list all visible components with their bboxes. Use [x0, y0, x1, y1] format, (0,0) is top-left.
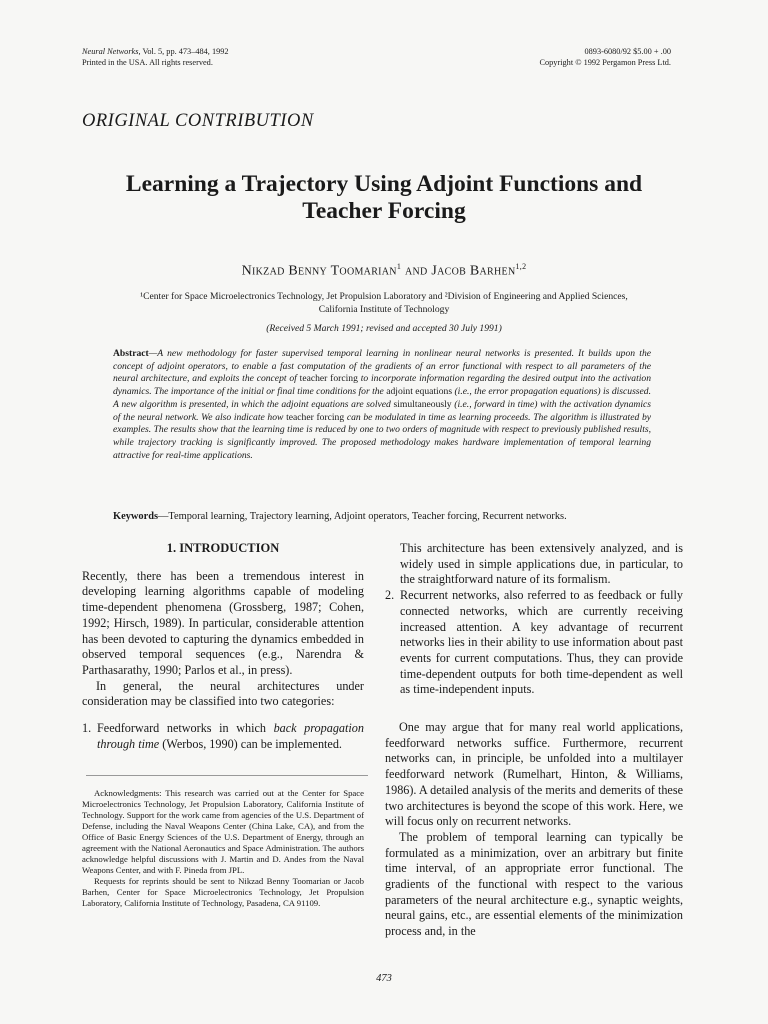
abstract [113, 348, 651, 462]
page-number: 473 [376, 973, 392, 984]
paper-title [80, 171, 688, 225]
abstract-text: (i.e., forward in time) with the activation dynamics of the neural network. We also indicate how [113, 398, 651, 423]
affiliation-line: California Institute of Technology [318, 303, 450, 315]
list-item [82, 721, 364, 752]
list-number: 1. [82, 721, 92, 736]
author-affil-mark: 1,2 [515, 262, 527, 271]
keywords-text: —Temporal learning, Trajectory learning, Adjoint operators, Teacher forcing, Recurrent networks. [158, 511, 567, 522]
abstract-text: to incorporate information regarding the desired output into the activation dynamics. The importance of the initial or final time conditions for the [113, 373, 652, 398]
citation-details: Vol. 5, pp. 473–484, 1992 [142, 47, 229, 56]
section-label: ORIGINAL CONTRIBUTION [82, 111, 314, 131]
author-conjunction: and [404, 263, 428, 279]
abstract-term: adjoint equations [386, 386, 453, 398]
right-column [385, 541, 683, 940]
abstract-label: Abstract [113, 348, 149, 359]
title-line-2: Teacher Forcing [302, 198, 466, 224]
section-heading: 1. INTRODUCTION [166, 541, 280, 555]
list-text-part: Feedforward networks in which [97, 721, 274, 736]
list-text [97, 721, 364, 752]
paragraph: The problem of temporal learning can typically be formulated as a minimization, over an arbitrary but finite time interval, of an appropriate error functional. The gradients of the functional with respect to the various parameters of the neural architecture e.g., synaptic weights, neural gains, etc., are essential elements of the minimization process and, in the [385, 829, 683, 939]
keywords [113, 511, 673, 522]
left-column [82, 541, 364, 752]
author-name: Jacob Barhen [431, 263, 516, 279]
journal-citation [82, 47, 229, 68]
list-text: This architecture has been extensively analyzed, and is widely used in simple applications due, in particular, to the straightforward nature of its formalism. [400, 541, 683, 587]
footnote-reprints: Requests for reprints should be sent to Nikzad Benny Toomarian or Jacob Barhen, Center for Space Microelectronics Technology, Jet Propulsion Laboratory, California Institute of Technology, Pasadena, CA 91109. [82, 876, 364, 908]
issn-price: 0893-6080/92 $5.00 + .00 [584, 47, 671, 56]
journal-name: Neural Networks, [82, 47, 141, 56]
title-line-1: Learning a Trajectory Using Adjoint Functions and [125, 171, 643, 197]
received-dates: (Received 5 March 1991; revised and accepted 30 July 1991) [266, 323, 502, 334]
list-item-continued [385, 541, 683, 588]
abstract-text: —A new methodology for faster supervised temporal learning in nonlinear neural networks is presented. It builds upon the concept of adjoint operators, to enable a fast computation of the gradients of an error functional with respect to all parameters of the neural architecture, and exploits the concept of [113, 348, 651, 385]
affiliation-line: ¹Center for Space Microelectronics Technology, Jet Propulsion Laboratory and ²Division of Engineering and Applied Sciences, [140, 291, 628, 302]
keywords-label: Keywords [113, 511, 159, 522]
author-name: Nikzad Benny Toomarian [241, 263, 397, 279]
list-emphasis: back propagation through time [97, 721, 364, 751]
footnote-acknowledgments: Acknowledgments: This research was carried out at the Center for Space Microelectronics Technology, Jet Propulsion Laboratory, California Institute of Technology. Support for the work came from agencies of the U.S. Department of Defense, including the Naval Weapons Center (China Lake, CA), and from the Office of Basic Energy Sciences of the U.S. Department of Energy, through an agreement with the National Aeronautics and Space Administration. The authors acknowledge helpful discussions with J. Martin and D. Andes from the Naval Weapons Center, and with F. Pineda from JPL. [82, 788, 364, 875]
affiliations [80, 291, 688, 316]
printed-note: Printed in the USA. All rights reserved. [82, 57, 213, 67]
publication-code [539, 47, 671, 68]
paragraph: In general, the neural architectures under consideration may be classified into two categories: [82, 678, 364, 709]
abstract-term: teacher forcing [286, 411, 345, 423]
list-item [385, 588, 683, 698]
author-list [80, 262, 688, 280]
footnote-rule [86, 775, 368, 776]
abstract-term: simultaneously [393, 398, 452, 410]
abstract-text: (i.e., the error propagation equations) is discussed. A new algorithm is presented, in which the adjoint equations are solved [113, 386, 651, 410]
abstract-text: can be modulated in time as learning proceeds. The algorithm is illustrated by examples. The results show that the learning time is reduced by one to two orders of magnitude with respect to previously published results, while trajectory tracking is significantly improved. The proposed methodology makes hardware implementation of temporal learning attractive for real-time applications. [113, 411, 651, 461]
copyright-line: Copyright © 1992 Pergamon Press Ltd. [539, 57, 671, 67]
list-text-part: (Werbos, 1990) can be implemented. [159, 736, 342, 751]
list-text: Recurrent networks, also referred to as feedback or fully connected networks, which are currently receiving increased attention. A key advantage of recurrent networks lies in their ability to use information about past events for current computations. Thus, they can provide time-dependent outputs for both time-dependent as well as time-independent inputs. [400, 588, 683, 697]
list-number: 2. [385, 588, 395, 603]
abstract-term: teacher forcing [299, 373, 358, 385]
author-affil-mark: 1 [396, 262, 402, 271]
footnote [82, 788, 364, 909]
paragraph: One may argue that for many real world applications, feedforward networks suffice. Furthermore, recurrent networks can, in principle, be unfolded into a multilayer feedforward network (Rumelhart, Hinton, & Williams, 1986). A detailed analysis of the merits and demerits of these two architectures is beyond the scope of this work. Here, we will focus only on recurrent networks. [385, 720, 683, 829]
paragraph: Recently, there has been a tremendous interest in developing learning algorithms capable of modeling time-dependent phenomena (Grossberg, 1987; Cohen, 1992; Hirsch, 1989). In particular, considerable attention has been devoted to capturing the dynamics embedded in observed temporal sequences (e.g., Narendra & Parthasarathy, 1990; Parlos et al., in press). [82, 568, 364, 677]
